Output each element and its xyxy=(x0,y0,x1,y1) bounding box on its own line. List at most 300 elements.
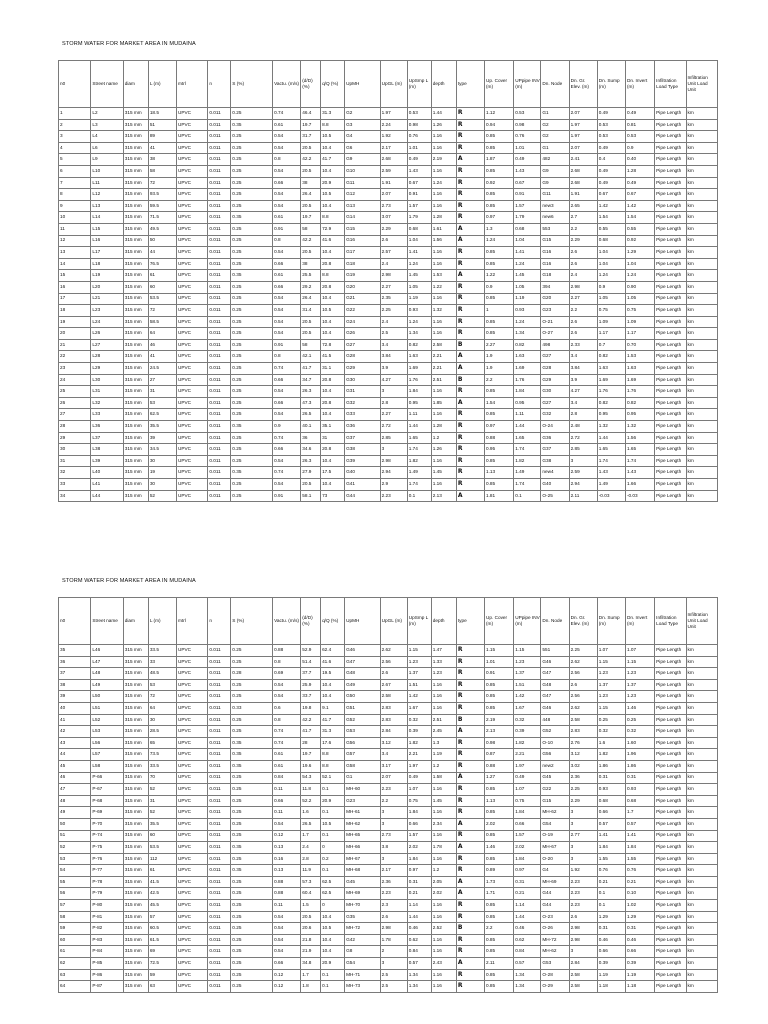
table-cell: 19.5 xyxy=(321,668,345,680)
type-cell: R xyxy=(456,702,484,714)
table-cell: G18 xyxy=(345,258,381,270)
table-cell: 0.54 xyxy=(273,479,301,491)
table-cell: 0.011 xyxy=(208,714,231,726)
table-cell: 34.8 xyxy=(301,958,321,970)
table-cell: 34.6 xyxy=(301,444,321,456)
table-cell: 25 xyxy=(59,386,91,398)
table-cell: 0.85 xyxy=(485,479,514,491)
table-cell: 1.23 xyxy=(625,668,654,680)
type-cell: A xyxy=(456,363,484,375)
type-cell: A xyxy=(456,351,484,363)
table-cell: km xyxy=(686,200,718,212)
table-cell: 19.7 xyxy=(301,119,321,131)
table-cell: 26.4 xyxy=(301,293,321,305)
table-cell: G18 xyxy=(541,270,569,282)
table-cell: G49 xyxy=(345,679,381,691)
table-cell: km xyxy=(686,842,718,854)
table-cell: 1.55 xyxy=(597,853,625,865)
table-cell: 0.21 xyxy=(625,876,654,888)
table-cell: 31.3 xyxy=(321,108,345,120)
table-cell: Pipe Length xyxy=(655,223,686,235)
table-cell: 1.15 xyxy=(625,656,654,668)
table-cell: L11 xyxy=(91,177,123,189)
table-cell: 1.92 xyxy=(380,131,407,143)
table-cell: 2.27 xyxy=(485,339,514,351)
table-cell: 2.19 xyxy=(431,154,456,166)
table-row xyxy=(59,842,718,854)
table-cell: UPVC xyxy=(177,958,208,970)
table-cell: 0.49 xyxy=(597,142,625,154)
table-cell: Pipe Length xyxy=(655,177,686,189)
table-cell: 315 mm xyxy=(123,490,148,502)
table-cell: UPVC xyxy=(177,386,208,398)
table-cell: 3.9 xyxy=(569,374,597,386)
table-cell: 89 xyxy=(148,131,176,143)
table-cell: 315 mm xyxy=(123,409,148,421)
table-cell: UPVC xyxy=(177,270,208,282)
table-cell: 0.25 xyxy=(231,386,273,398)
table-cell: 3.84 xyxy=(380,351,407,363)
column-header: depth xyxy=(431,61,456,108)
table-cell: 14 xyxy=(59,258,91,270)
column-header: diam xyxy=(123,61,148,108)
table-cell: 1.97 xyxy=(569,131,597,143)
table-cell: 3.02 xyxy=(569,760,597,772)
table-cell: G20 xyxy=(541,293,569,305)
table-cell: 41.7 xyxy=(321,714,345,726)
table-cell: G38 xyxy=(541,455,569,467)
table-cell: 2.59 xyxy=(380,165,407,177)
column-header: UpMH xyxy=(345,61,381,108)
table-cell: 33.5 xyxy=(148,645,176,657)
column-header: UpSmp L (m) xyxy=(407,598,431,645)
table-cell: UPVC xyxy=(177,934,208,946)
table-cell: 3 xyxy=(59,131,91,143)
table-cell: G46 xyxy=(541,656,569,668)
table-cell: 0.85 xyxy=(485,853,514,865)
table-cell: 1.34 xyxy=(514,969,541,981)
table-cell: 2.85 xyxy=(380,432,407,444)
table-cell: 18 xyxy=(59,305,91,317)
table-cell: 0.95 xyxy=(597,409,625,421)
table-cell: 1.34 xyxy=(407,328,431,340)
type-cell: R xyxy=(456,668,484,680)
table-cell: UPVC xyxy=(177,421,208,433)
table-cell: km xyxy=(686,876,718,888)
table-row xyxy=(59,108,718,120)
table-row xyxy=(59,409,718,421)
table-cell: 73.5 xyxy=(148,749,176,761)
table-cell: Pipe Length xyxy=(655,656,686,668)
table-cell: 2.17 xyxy=(380,865,407,877)
table-cell: 1.2 xyxy=(431,865,456,877)
table-cell: 43 xyxy=(59,737,91,749)
table-row xyxy=(59,479,718,491)
table-cell: 315 mm xyxy=(123,397,148,409)
table-cell: 0.31 xyxy=(597,923,625,935)
table-cell: 62.5 xyxy=(321,888,345,900)
table-cell: L50 xyxy=(91,691,123,703)
table-cell: 69 xyxy=(148,946,176,958)
table-cell: 1.16 xyxy=(431,807,456,819)
table-cell: 1.34 xyxy=(407,969,431,981)
table-cell: 0.25 xyxy=(231,981,273,993)
table-cell: 0.82 xyxy=(597,397,625,409)
table-row xyxy=(59,714,718,726)
table-cell: 1.63 xyxy=(514,351,541,363)
table-cell: 0.011 xyxy=(208,702,231,714)
table-cell: 0.49 xyxy=(514,772,541,784)
table-cell: 2.62 xyxy=(380,645,407,657)
table-cell: 0.61 xyxy=(273,270,301,282)
table-cell: G20 xyxy=(345,281,381,293)
table-cell: UPVC xyxy=(177,409,208,421)
table-cell: P-67 xyxy=(91,784,123,796)
table-cell: 0.88 xyxy=(273,645,301,657)
table-cell: 0.76 xyxy=(514,131,541,143)
table-cell: 1.45 xyxy=(431,795,456,807)
table-cell: 315 mm xyxy=(123,374,148,386)
table-cell: 0.1 xyxy=(597,888,625,900)
table-row xyxy=(59,830,718,842)
table-cell: 1.16 xyxy=(431,969,456,981)
table-cell: 2.98 xyxy=(569,923,597,935)
table-cell: 0.011 xyxy=(208,668,231,680)
table-cell: 2.36 xyxy=(380,876,407,888)
table-cell: 2.17 xyxy=(380,142,407,154)
table-cell: P-79 xyxy=(91,888,123,900)
table-cell: 0.89 xyxy=(485,865,514,877)
table-cell: L56 xyxy=(91,737,123,749)
table-cell: P-83 xyxy=(91,934,123,946)
column-header: Dn. Sump (m) xyxy=(597,598,625,645)
table-cell: 2.5 xyxy=(380,969,407,981)
table-cell: 70 xyxy=(148,772,176,784)
table-cell: 0.66 xyxy=(273,281,301,293)
table-cell: 1.44 xyxy=(514,421,541,433)
table-cell: 2.5 xyxy=(380,328,407,340)
table-cell: 0.98 xyxy=(407,119,431,131)
table-cell: L13 xyxy=(91,200,123,212)
type-cell: B xyxy=(456,339,484,351)
table-cell: Pipe Length xyxy=(655,409,686,421)
table-cell: G45 xyxy=(541,772,569,784)
table-cell: 31.7 xyxy=(301,131,321,143)
table-cell: 1.18 xyxy=(597,981,625,993)
table-cell: 315 mm xyxy=(123,842,148,854)
table-cell: P-69 xyxy=(91,807,123,819)
table-cell: 315 mm xyxy=(123,293,148,305)
table-cell: 1.7 xyxy=(301,830,321,842)
table-cell: 1.81 xyxy=(485,490,514,502)
type-cell: A xyxy=(456,397,484,409)
table-cell: 1.14 xyxy=(514,900,541,912)
table-row xyxy=(59,981,718,993)
table-cell: UPVC xyxy=(177,293,208,305)
table-cell: 0.011 xyxy=(208,795,231,807)
table-cell: 315 mm xyxy=(123,212,148,224)
table-cell: 2.24 xyxy=(380,119,407,131)
table-cell: Pipe Length xyxy=(655,363,686,375)
table-cell: Pipe Length xyxy=(655,293,686,305)
table-cell: km xyxy=(686,772,718,784)
table-cell: 62.5 xyxy=(148,409,176,421)
table-cell: 61.5 xyxy=(148,934,176,946)
table-cell: 49 xyxy=(59,807,91,819)
table-cell: Pipe Length xyxy=(655,467,686,479)
table-cell: L39 xyxy=(91,455,123,467)
table-cell: 0.85 xyxy=(485,969,514,981)
sheet-1 xyxy=(58,38,718,502)
table-cell: 0.74 xyxy=(273,432,301,444)
table-cell: 1.27 xyxy=(485,772,514,784)
table-cell: G33 xyxy=(345,409,381,421)
table-cell: 0.35 xyxy=(231,737,273,749)
table-cell: 0.49 xyxy=(625,177,654,189)
table-cell: 21 xyxy=(59,339,91,351)
table-cell: 19.6 xyxy=(301,760,321,772)
table-cell: 3.4 xyxy=(569,397,597,409)
table-cell: 1.54 xyxy=(597,212,625,224)
table-cell: Pipe Length xyxy=(655,270,686,282)
table-cell: 0.81 xyxy=(625,119,654,131)
table-cell: 72.5 xyxy=(148,958,176,970)
table-row xyxy=(59,131,718,143)
table-cell: 45.5 xyxy=(148,900,176,912)
type-cell: A xyxy=(456,876,484,888)
column-header: depth xyxy=(431,598,456,645)
table-cell: 34.7 xyxy=(301,374,321,386)
table-cell: 0.011 xyxy=(208,900,231,912)
table-cell: 315 mm xyxy=(123,455,148,467)
table-cell: Pipe Length xyxy=(655,876,686,888)
table-cell: 2.6 xyxy=(569,679,597,691)
table-cell: 0.68 xyxy=(514,223,541,235)
table-cell: 10.4 xyxy=(321,934,345,946)
table-cell: UPVC xyxy=(177,154,208,166)
table-cell: 0.011 xyxy=(208,772,231,784)
table-cell: Pipe Length xyxy=(655,645,686,657)
table-cell: UPVC xyxy=(177,444,208,456)
table-cell: 1.71 xyxy=(485,888,514,900)
type-cell: R xyxy=(456,444,484,456)
table-cell: 20.5 xyxy=(301,479,321,491)
table-cell: 2.02 xyxy=(485,818,514,830)
table-cell: 2.84 xyxy=(569,958,597,970)
table-cell: 2.29 xyxy=(569,795,597,807)
table-cell: 1.24 xyxy=(625,270,654,282)
table-cell: 0.87 xyxy=(485,749,514,761)
table-cell: 1.28 xyxy=(431,421,456,433)
table-cell: 0.8 xyxy=(273,235,301,247)
table-cell: UPVC xyxy=(177,455,208,467)
table-cell: 2.6 xyxy=(380,235,407,247)
table-cell: 26.5 xyxy=(301,818,321,830)
table-cell: 0.68 xyxy=(597,235,625,247)
table-cell: L10 xyxy=(91,165,123,177)
table-cell: 2.6 xyxy=(569,911,597,923)
table-cell: 0.67 xyxy=(514,177,541,189)
table-cell: 47 xyxy=(59,784,91,796)
table-cell: 315 mm xyxy=(123,679,148,691)
table-cell: 0.62 xyxy=(514,934,541,946)
table-cell: P-82 xyxy=(91,923,123,935)
table-cell: 0.25 xyxy=(231,316,273,328)
table-cell: 26.5 xyxy=(301,409,321,421)
table-cell: 2.2 xyxy=(569,305,597,317)
table-cell: G2 xyxy=(345,108,381,120)
table-cell: 0.25 xyxy=(231,432,273,444)
table-cell: O-21 xyxy=(541,316,569,328)
table-cell: L21 xyxy=(91,293,123,305)
table-cell: UPVC xyxy=(177,865,208,877)
table-cell: 60 xyxy=(148,281,176,293)
type-cell: A xyxy=(456,154,484,166)
table-cell: 2.21 xyxy=(514,749,541,761)
table-cell: G36 xyxy=(345,421,381,433)
table-cell: 2.5 xyxy=(380,981,407,993)
table-cell: 3.07 xyxy=(380,212,407,224)
table-cell: 17.5 xyxy=(321,467,345,479)
table-cell: km xyxy=(686,737,718,749)
table-cell: 1.11 xyxy=(514,409,541,421)
table-cell: L53 xyxy=(91,726,123,738)
table-row xyxy=(59,760,718,772)
table-cell: 0.25 xyxy=(231,397,273,409)
table-cell: 1.69 xyxy=(625,374,654,386)
table-cell: UPVC xyxy=(177,339,208,351)
table-cell: 0.1 xyxy=(321,830,345,842)
table-cell: G13 xyxy=(345,200,381,212)
table-cell: 52 xyxy=(148,784,176,796)
table-row xyxy=(59,281,718,293)
table-cell: L15 xyxy=(91,223,123,235)
table-cell: 0.54 xyxy=(273,165,301,177)
table-cell: 1.9 xyxy=(485,351,514,363)
table-cell: Pipe Length xyxy=(655,108,686,120)
table-cell: 30 xyxy=(148,714,176,726)
table-cell: 2.58 xyxy=(380,691,407,703)
table-cell: 42.2 xyxy=(301,714,321,726)
table-cell: 1.82 xyxy=(514,737,541,749)
table-cell: 2.72 xyxy=(380,421,407,433)
table-cell: 10.4 xyxy=(321,691,345,703)
table-cell: MH-72 xyxy=(345,923,381,935)
table-cell: 0.35 xyxy=(231,760,273,772)
table-cell: 0.011 xyxy=(208,223,231,235)
table-cell: 0.011 xyxy=(208,876,231,888)
table-cell: UPVC xyxy=(177,281,208,293)
table-cell: 315 mm xyxy=(123,900,148,912)
table-cell: 3.8 xyxy=(380,842,407,854)
table-cell: 315 mm xyxy=(123,386,148,398)
type-cell: R xyxy=(456,432,484,444)
table-cell: 37 xyxy=(59,668,91,680)
table-cell: km xyxy=(686,691,718,703)
table-cell: Pipe Length xyxy=(655,305,686,317)
table-row xyxy=(59,737,718,749)
type-cell: R xyxy=(456,305,484,317)
table-cell: 76.5 xyxy=(148,258,176,270)
table-cell: P-66 xyxy=(91,772,123,784)
table-cell: 3 xyxy=(569,946,597,958)
table-row xyxy=(59,258,718,270)
table-cell: UPVC xyxy=(177,876,208,888)
table-cell: 62 xyxy=(59,958,91,970)
table-cell: 0.53 xyxy=(597,131,625,143)
table-row xyxy=(59,668,718,680)
table-cell: 0.25 xyxy=(231,679,273,691)
table-cell: 1.11 xyxy=(407,409,431,421)
table-body xyxy=(59,108,718,502)
table-cell: 1.15 xyxy=(485,645,514,657)
table-cell: 31 xyxy=(59,455,91,467)
table-cell: 2.68 xyxy=(569,177,597,189)
table-cell: 0.85 xyxy=(485,200,514,212)
table-cell: 2.67 xyxy=(380,679,407,691)
table-cell: 0.54 xyxy=(273,305,301,317)
table-cell: 1.04 xyxy=(625,258,654,270)
table-cell: 27 xyxy=(148,374,176,386)
table-row xyxy=(59,900,718,912)
table-cell: 315 mm xyxy=(123,247,148,259)
table-row xyxy=(59,958,718,970)
table-cell: 35.1 xyxy=(321,421,345,433)
table-cell: 315 mm xyxy=(123,432,148,444)
table-cell: 2.13 xyxy=(485,726,514,738)
table-cell: km xyxy=(686,409,718,421)
table-cell: 2.23 xyxy=(569,900,597,912)
table-cell: 0.9 xyxy=(273,421,301,433)
table-cell: 0.25 xyxy=(625,714,654,726)
table-cell: 0.2 xyxy=(321,853,345,865)
table-cell: 7 xyxy=(59,177,91,189)
table-cell: G47 xyxy=(541,668,569,680)
table-cell: 315 mm xyxy=(123,668,148,680)
table-cell: 0.84 xyxy=(273,772,301,784)
table-cell: L57 xyxy=(91,749,123,761)
table-cell: 10.4 xyxy=(321,200,345,212)
table-cell: G23 xyxy=(345,795,381,807)
column-header: UPpipe INV (m) xyxy=(514,598,541,645)
table-cell: 33 xyxy=(59,479,91,491)
table-cell: UPVC xyxy=(177,223,208,235)
column-header: (d/D) (%) xyxy=(301,598,321,645)
table-cell: G40 xyxy=(541,479,569,491)
table-cell: 1.16 xyxy=(431,165,456,177)
table-cell: 1.49 xyxy=(597,479,625,491)
table-cell: G48 xyxy=(541,679,569,691)
table-cell: 0.25 xyxy=(231,784,273,796)
table-row xyxy=(59,467,718,479)
table-cell: 2.29 xyxy=(380,223,407,235)
table-cell: 2.58 xyxy=(569,981,597,993)
table-cell: 1.6 xyxy=(301,807,321,819)
table-cell: 39 xyxy=(148,432,176,444)
table-cell: 1.07 xyxy=(514,784,541,796)
table-cell: 31 xyxy=(321,432,345,444)
table-cell: Pipe Length xyxy=(655,247,686,259)
table-cell: 10.5 xyxy=(321,305,345,317)
table-cell: 1.09 xyxy=(625,316,654,328)
table-cell: 2.98 xyxy=(569,934,597,946)
table-cell: 1.42 xyxy=(597,200,625,212)
table-cell: 315 mm xyxy=(123,467,148,479)
table-cell: 10.4 xyxy=(321,946,345,958)
table-cell: 315 mm xyxy=(123,969,148,981)
table-cell: Pipe Length xyxy=(655,900,686,912)
table-cell: UPVC xyxy=(177,888,208,900)
